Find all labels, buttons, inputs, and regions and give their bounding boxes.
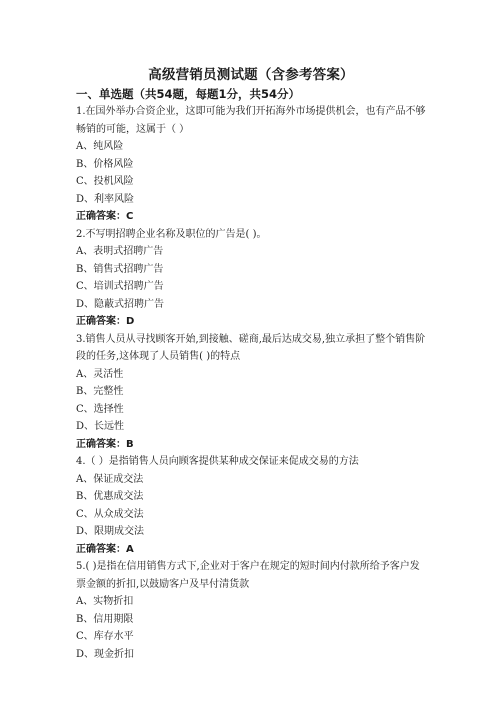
question-1 <box>76 103 426 226</box>
question-stem: 2.不写明招聘企业名称及职位的广告是( )。 <box>76 228 267 240</box>
question-option-a: A、实物折扣 <box>76 596 134 607</box>
question-answer: 正确答案：A <box>76 543 134 555</box>
question-option-c: C、投机风险 <box>76 176 134 187</box>
question-option-b: B、信用期限 <box>76 613 134 625</box>
question-option-c: C、选择性 <box>76 403 124 415</box>
section-title: 一、单选题（共54题，每题1分，共54分） <box>76 87 301 101</box>
question-option-d: D、限期成交法 <box>76 526 145 537</box>
question-5 <box>76 558 426 663</box>
question-option-d: D、长远性 <box>76 421 125 432</box>
question-option-c: C、从众成交法 <box>76 508 144 520</box>
question-option-b: B、完整性 <box>76 386 124 397</box>
question-option-a: A、表明式招聘广告 <box>76 246 164 257</box>
question-option-b: B、价格风险 <box>76 158 134 170</box>
question-option-d: D、隐蔽式招聘广告 <box>76 298 165 310</box>
question-option-a: A、纯风险 <box>76 141 124 152</box>
question-answer: 正确答案：C <box>76 211 134 222</box>
question-stem: 3.销售人员从寻找顾客开始,到接触、磋商,最后达成交易,独立承担了整个销售阶段的任务,这体现了人员销售( )的特点 <box>76 333 426 362</box>
question-option-d: D、利率风险 <box>76 193 135 205</box>
question-stem: 4.（ ）是指销售人员向顾客提供某种成交保证来促成交易的方法 <box>76 456 359 467</box>
question-option-a: A、灵活性 <box>76 368 124 380</box>
question-2 <box>76 226 426 331</box>
question-3 <box>76 331 426 454</box>
question-stem: 1.在国外举办合资企业，这即可能为我们开拓海外市场提供机会，也有产品不够畅销的可能，这属于（ ） <box>76 106 426 135</box>
question-answer: 正确答案：B <box>76 438 134 450</box>
document-title: 高级营销员测试题（含参考答案） <box>148 67 354 83</box>
document-page <box>76 66 426 663</box>
question-option-a: A、保证成交法 <box>76 473 144 485</box>
question-answer: 正确答案：D <box>76 316 135 327</box>
question-4 <box>76 453 426 558</box>
question-option-c: C、培训式招聘广告 <box>76 281 164 292</box>
question-stem: 5.( )是指在信用销售方式下,企业对于客户在规定的短时间内付款所给予客户发票金额的折扣,以鼓励客户及早付清货款 <box>76 561 420 590</box>
question-option-d: D、现金折扣 <box>76 648 135 660</box>
question-option-b: B、销售式招聘广告 <box>76 263 164 275</box>
question-option-b: B、优惠成交法 <box>76 491 144 502</box>
question-option-c: C、库存水平 <box>76 631 134 642</box>
